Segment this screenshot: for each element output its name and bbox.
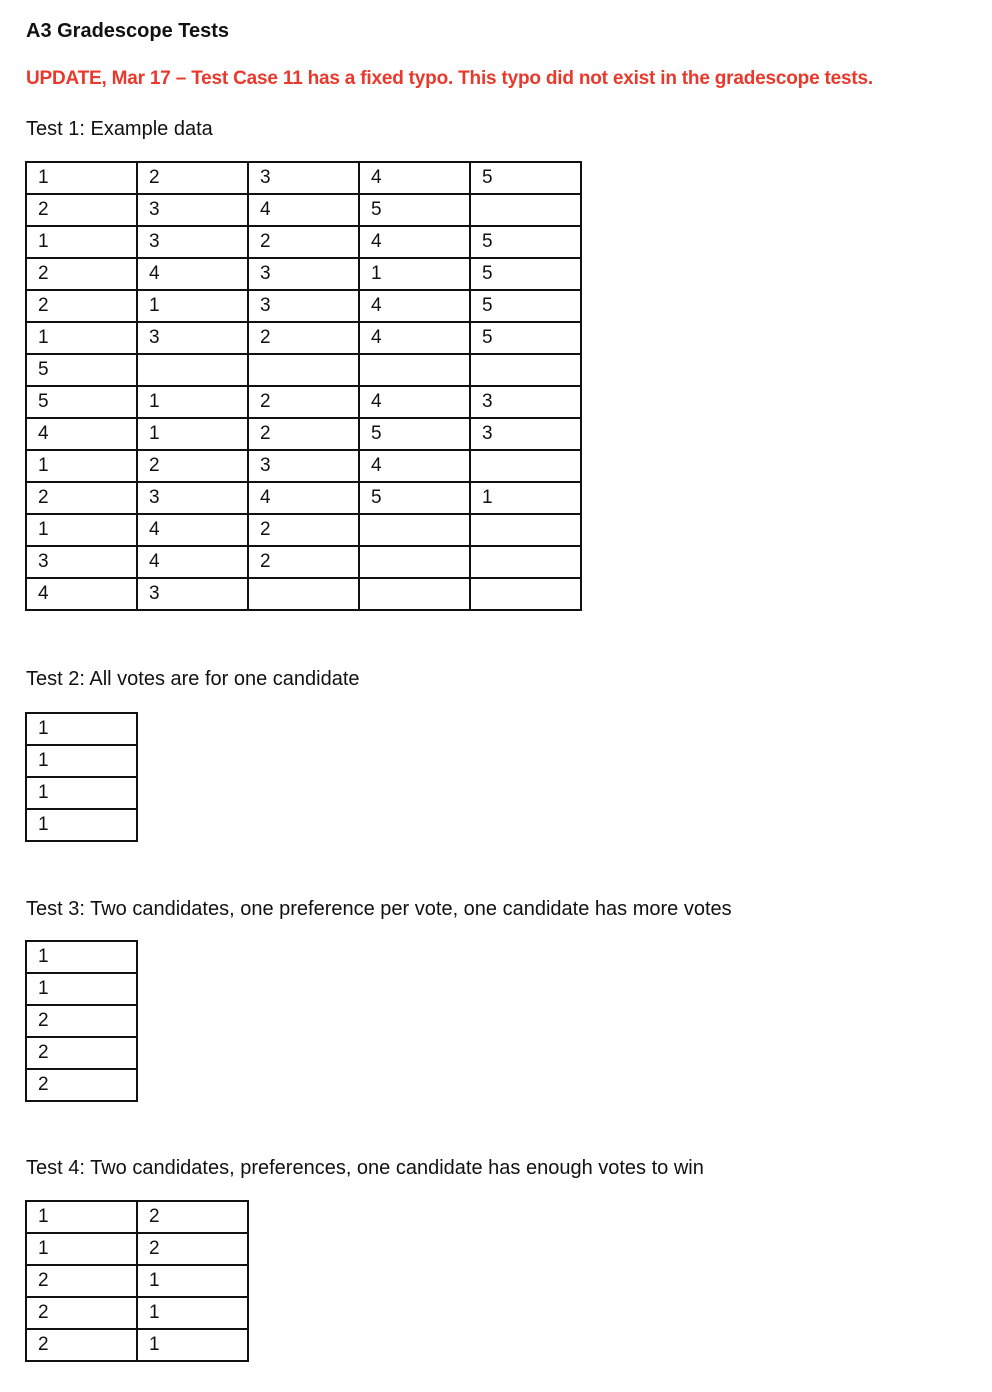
- test-2-table: [25, 712, 138, 842]
- table-cell: 1: [26, 226, 137, 258]
- table-row: [26, 1201, 248, 1233]
- table-cell: 4: [137, 258, 248, 290]
- test-4-table: [25, 1200, 249, 1362]
- test-1-heading: Test 1: Example data: [26, 118, 213, 140]
- table-cell: 5: [470, 322, 581, 354]
- table-cell: 1: [137, 1297, 248, 1329]
- table-cell: [470, 194, 581, 226]
- table-cell: [248, 578, 359, 610]
- table-row: [26, 1329, 248, 1361]
- table-cell: [470, 578, 581, 610]
- table-cell: 2: [248, 226, 359, 258]
- table-cell: 5: [26, 386, 137, 418]
- table-cell: 1: [26, 745, 137, 777]
- table-cell: 3: [470, 418, 581, 450]
- table-cell: [359, 354, 470, 386]
- table-cell: 3: [137, 578, 248, 610]
- table-row: [26, 418, 581, 450]
- table-row: [26, 386, 581, 418]
- table-cell: 2: [248, 322, 359, 354]
- table-cell: 2: [137, 162, 248, 194]
- table-cell: 1: [137, 1329, 248, 1361]
- table-cell: 3: [470, 386, 581, 418]
- table-cell: 2: [26, 194, 137, 226]
- table-row: [26, 354, 581, 386]
- table-cell: 4: [359, 226, 470, 258]
- document-title: A3 Gradescope Tests: [26, 20, 230, 42]
- table-row: [26, 514, 581, 546]
- table-cell: 1: [26, 450, 137, 482]
- table-row: [26, 1037, 137, 1069]
- table-cell: 2: [248, 386, 359, 418]
- table-cell: 1: [26, 713, 137, 745]
- table-cell: 1: [26, 162, 137, 194]
- table-cell: 2: [26, 482, 137, 514]
- table-row: [26, 450, 581, 482]
- table-cell: 5: [470, 290, 581, 322]
- test-3-heading: Test 3: Two candidates, one preference per vote, one candidate has more votes: [26, 898, 732, 920]
- table-cell: [359, 514, 470, 546]
- table-row: [26, 290, 581, 322]
- test-3-table: [25, 940, 138, 1102]
- table-cell: [470, 354, 581, 386]
- table-cell: [359, 546, 470, 578]
- table-cell: 5: [470, 258, 581, 290]
- table-row: [26, 745, 137, 777]
- table-cell: 3: [137, 482, 248, 514]
- table-cell: 1: [26, 973, 137, 1005]
- table-row: [26, 258, 581, 290]
- table-row: [26, 1297, 248, 1329]
- table-cell: 5: [359, 418, 470, 450]
- table-cell: 4: [359, 322, 470, 354]
- table-row: [26, 777, 137, 809]
- table-cell: [248, 354, 359, 386]
- table-cell: 2: [248, 546, 359, 578]
- table-cell: 1: [26, 1201, 137, 1233]
- table-cell: 4: [26, 418, 137, 450]
- table-cell: 1: [137, 290, 248, 322]
- table-cell: 3: [248, 162, 359, 194]
- table-cell: 2: [26, 258, 137, 290]
- table-cell: 1: [26, 809, 137, 841]
- table-cell: 4: [359, 386, 470, 418]
- table-cell: 1: [26, 777, 137, 809]
- table-cell: [470, 450, 581, 482]
- table-cell: 3: [26, 546, 137, 578]
- table-row: [26, 162, 581, 194]
- table-cell: 1: [26, 941, 137, 973]
- table-cell: 1: [359, 258, 470, 290]
- table-cell: [359, 578, 470, 610]
- table-cell: 2: [26, 1069, 137, 1101]
- test-1-table: [25, 161, 582, 611]
- table-cell: [137, 354, 248, 386]
- table-cell: 2: [137, 450, 248, 482]
- table-row: [26, 1069, 137, 1101]
- table-cell: 4: [359, 450, 470, 482]
- table-row: [26, 1233, 248, 1265]
- table-row: [26, 941, 137, 973]
- table-cell: 3: [137, 194, 248, 226]
- table-cell: 1: [137, 1265, 248, 1297]
- table-cell: 2: [26, 1297, 137, 1329]
- table-cell: 2: [248, 514, 359, 546]
- table-cell: 2: [26, 1037, 137, 1069]
- table-cell: 1: [26, 1233, 137, 1265]
- table-cell: 3: [137, 226, 248, 258]
- test-2-heading: Test 2: All votes are for one candidate: [26, 668, 360, 690]
- table-cell: 4: [248, 194, 359, 226]
- table-cell: 4: [248, 482, 359, 514]
- table-cell: 4: [137, 514, 248, 546]
- table-cell: 3: [248, 450, 359, 482]
- table-cell: 1: [137, 418, 248, 450]
- table-cell: 2: [137, 1233, 248, 1265]
- table-row: [26, 1265, 248, 1297]
- table-row: [26, 482, 581, 514]
- table-cell: 5: [359, 194, 470, 226]
- table-cell: [470, 514, 581, 546]
- table-cell: 2: [137, 1201, 248, 1233]
- test-4-heading: Test 4: Two candidates, preferences, one candidate has enough votes to win: [26, 1157, 704, 1179]
- update-note: UPDATE, Mar 17 – Test Case 11 has a fixed typo. This typo did not exist in the gradescope tests.: [26, 68, 873, 89]
- table-cell: 5: [470, 162, 581, 194]
- table-cell: 4: [359, 290, 470, 322]
- table-cell: 1: [470, 482, 581, 514]
- table-row: [26, 1005, 137, 1037]
- table-cell: 1: [26, 322, 137, 354]
- table-row: [26, 809, 137, 841]
- table-cell: 3: [248, 290, 359, 322]
- table-cell: 4: [26, 578, 137, 610]
- table-row: [26, 713, 137, 745]
- table-row: [26, 226, 581, 258]
- table-cell: [470, 546, 581, 578]
- table-cell: 2: [26, 290, 137, 322]
- table-cell: 2: [248, 418, 359, 450]
- table-cell: 3: [248, 258, 359, 290]
- table-cell: 4: [359, 162, 470, 194]
- table-cell: 2: [26, 1329, 137, 1361]
- table-cell: 3: [137, 322, 248, 354]
- table-cell: 1: [26, 514, 137, 546]
- table-cell: 5: [470, 226, 581, 258]
- table-row: [26, 578, 581, 610]
- table-cell: 4: [137, 546, 248, 578]
- table-cell: 5: [359, 482, 470, 514]
- table-cell: 2: [26, 1265, 137, 1297]
- table-row: [26, 194, 581, 226]
- table-cell: 5: [26, 354, 137, 386]
- table-row: [26, 546, 581, 578]
- table-row: [26, 973, 137, 1005]
- table-cell: 1: [137, 386, 248, 418]
- table-row: [26, 322, 581, 354]
- table-cell: 2: [26, 1005, 137, 1037]
